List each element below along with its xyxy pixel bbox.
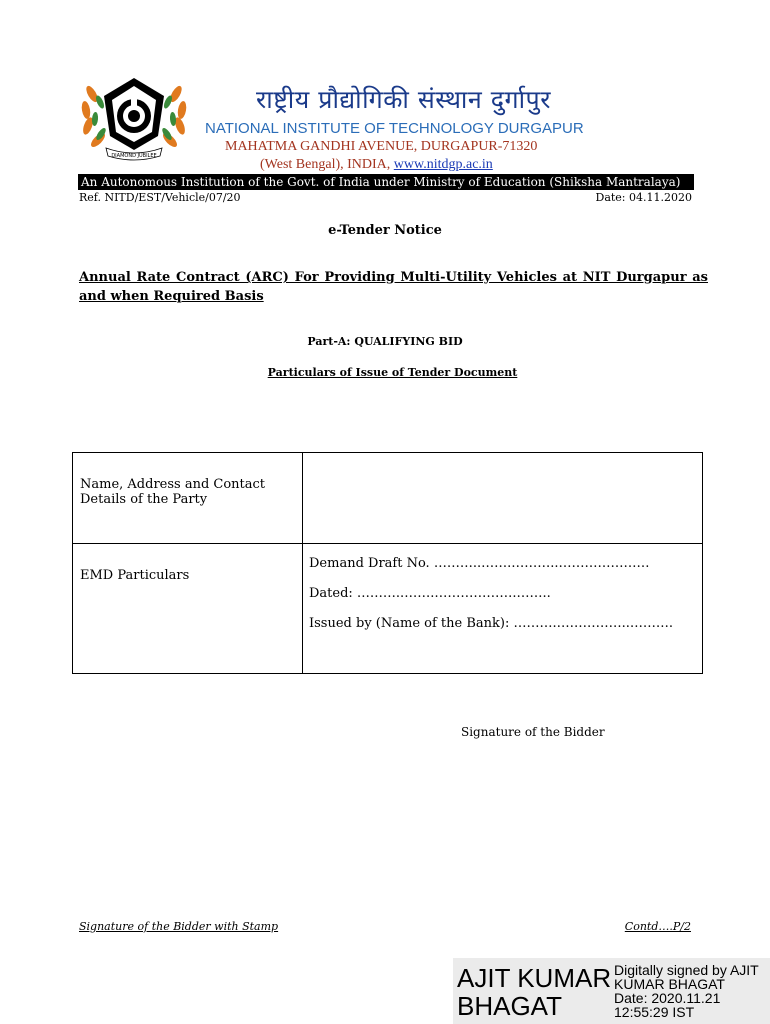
notice-subject: Annual Rate Contract (ARC) For Providing Multi-Utility Vehicles at NIT Durgapur as and when Required Basis (79, 270, 708, 304)
autonomous-banner: An Autonomous Institution of the Govt. of India under Ministry of Education (Shiksha Mantralaya) (78, 174, 694, 190)
emd-details-field[interactable] (303, 544, 703, 674)
party-details-label: Name, Address and Contact Details of the Party (73, 453, 303, 544)
institute-name: NATIONAL INSTITUTE OF TECHNOLOGY DURGAPUR (205, 120, 584, 137)
particulars-heading: Particulars of Issue of Tender Document (267, 366, 518, 379)
table-row (73, 544, 703, 674)
notice-date: Date: 04.11.2020 (595, 191, 692, 204)
emd-label: EMD Particulars (73, 544, 303, 674)
bid-form-table (72, 452, 703, 674)
demand-draft-line: Demand Draft No. ………..…….………..………………… (309, 556, 650, 571)
diamond-emblem-icon (104, 78, 164, 150)
bidder-stamp-label: Signature of the Bidder with Stamp (79, 920, 279, 933)
notice-title: e-Tender Notice (328, 223, 442, 238)
signature-info-line: 12:55:29 IST (614, 1004, 695, 1020)
reference-number: Ref. NITD/EST/Vehicle/07/20 (79, 191, 241, 204)
part-heading: Part-A: QUALIFYING BID (307, 335, 463, 348)
signer-name-line: BHAGAT (457, 991, 562, 1021)
signature-info-line: Digitally signed by AJIT (614, 962, 759, 978)
signature-details (614, 963, 759, 1019)
institute-logo (78, 74, 190, 162)
bidder-signature-label: Signature of the Bidder (461, 725, 605, 739)
logo-caption: DIAMOND JUBILEE (111, 153, 157, 159)
party-details-field[interactable] (303, 453, 703, 544)
signer-name-line: AJIT KUMAR (457, 963, 612, 993)
continued-label: Contd….P/2 (624, 920, 691, 933)
signer-name (457, 964, 611, 1020)
location-text: (West Bengal), INDIA, (260, 157, 394, 172)
table-row (73, 453, 703, 544)
dated-line: Dated: ………..…….……………….…….. (309, 586, 551, 601)
institute-location (260, 157, 493, 173)
digital-signature-box (453, 958, 770, 1024)
signature-info-line: Date: 2020.11.21 (614, 990, 721, 1006)
institute-name-hindi: राष्ट्रीय प्रौद्योगिकी संस्थान दुर्गापुर (256, 85, 551, 114)
website-link[interactable]: www.nitdgp.ac.in (393, 157, 493, 172)
signature-info-line: KUMAR BHAGAT (614, 976, 725, 992)
institute-address: MAHATMA GANDHI AVENUE, DURGAPUR-71320 (225, 139, 538, 154)
issued-by-line: Issued by (Name of the Bank): ……….……………..………. (309, 616, 674, 631)
